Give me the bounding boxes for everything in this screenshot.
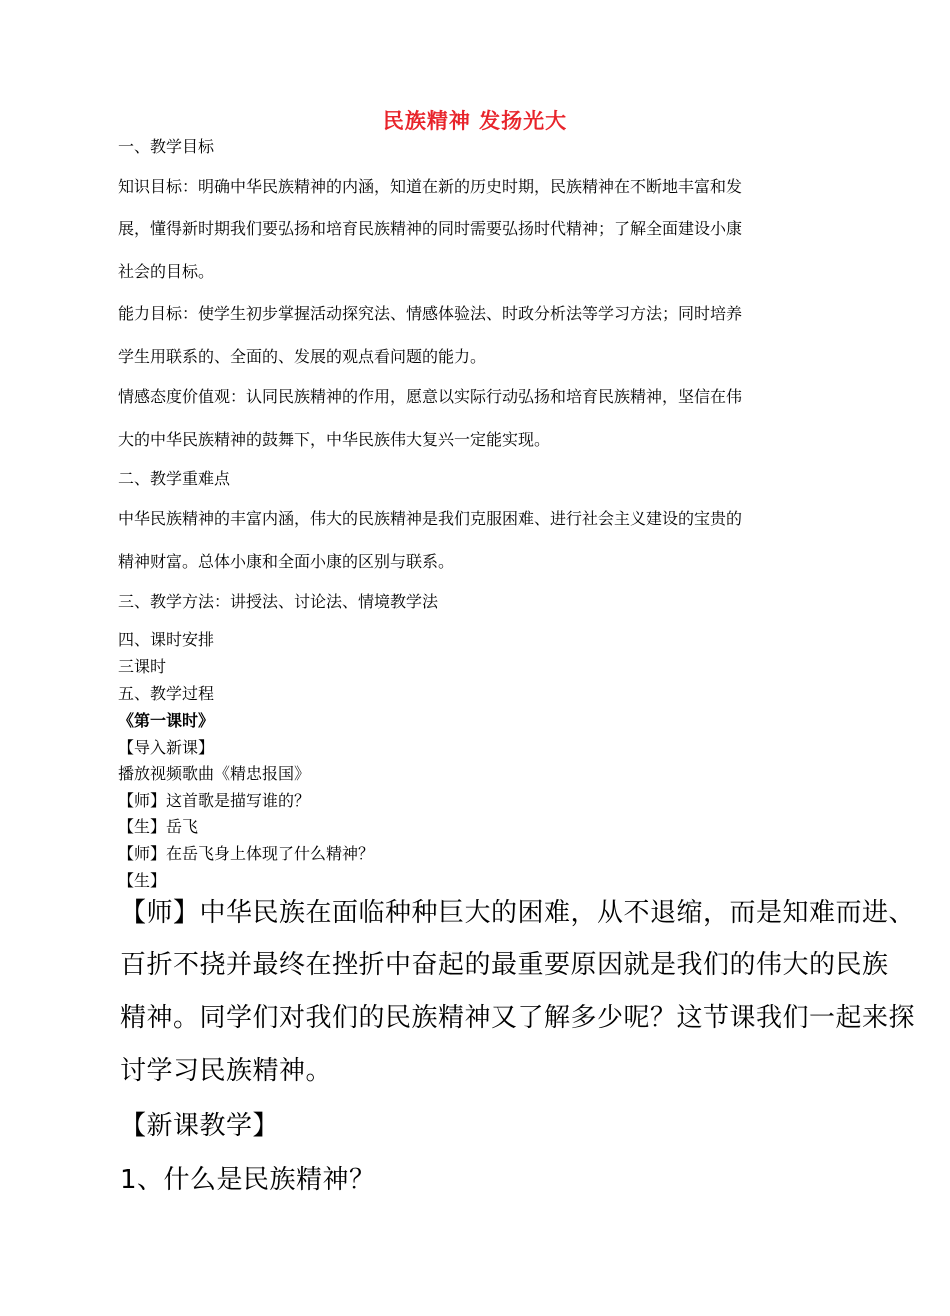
knowledge-objective-line-1: 知识目标：明确中华民族精神的内涵，知道在新的历史时期，民族精神在不断地丰富和发 — [118, 177, 743, 196]
document-title: 民族精神 发扬光大 — [382, 109, 568, 133]
question-1: 1、什么是民族精神？ — [120, 1165, 376, 1195]
knowledge-objective-line-3: 社会的目标。 — [118, 262, 215, 281]
teacher-paragraph-line-1: 【师】中华民族在面临种种巨大的困难，从不退缩，而是知难而进、 — [120, 898, 916, 928]
knowledge-objective-line-2: 展，懂得新时期我们要弘扬和培育民族精神的同时需要弘扬时代精神；了解全面建设小康 — [118, 219, 743, 238]
teacher-paragraph-line-4: 讨学习民族精神。 — [120, 1056, 333, 1086]
new-lesson-heading: 【新课教学】 — [120, 1111, 280, 1141]
intro-heading: 【导入新课】 — [118, 738, 215, 757]
dialogue-line: 【生】 — [118, 871, 167, 890]
key-points-line-1: 中华民族精神的丰富内涵，伟大的民族精神是我们克服困难、进行社会主义建设的宝贵的 — [118, 509, 743, 528]
teacher-paragraph-line-3: 精神。同学们对我们的民族精神又了解多少呢？这节课我们一起来探 — [120, 1003, 916, 1033]
ability-objective-line-2: 学生用联系的、全面的、发展的观点看问题的能力。 — [118, 347, 487, 366]
intro-text: 播放视频歌曲《精忠报国》 — [118, 764, 311, 783]
section-heading-key-points: 二、教学重难点 — [118, 469, 231, 488]
section-heading-schedule: 四、课时安排 — [118, 630, 215, 649]
dialogue-line: 【生】岳飞 — [118, 817, 199, 836]
dialogue-line: 【师】在岳飞身上体现了什么精神？ — [118, 844, 375, 863]
section-methods: 三、教学方法：讲授法、讨论法、情境教学法 — [118, 592, 439, 611]
key-points-line-2: 精神财富。总体小康和全面小康的区别与联系。 — [118, 552, 455, 571]
teacher-paragraph-line-2: 百折不挠并最终在挫折中奋起的最重要原因就是我们的伟大的民族 — [120, 950, 889, 980]
ability-objective-line-1: 能力目标：使学生初步掌握活动探究法、情感体验法、时政分析法等学习方法；同时培养 — [118, 304, 743, 323]
section-heading-objectives: 一、教学目标 — [118, 137, 215, 156]
emotion-objective-line-2: 大的中华民族精神的鼓舞下，中华民族伟大复兴一定能实现。 — [118, 430, 551, 449]
dialogue-line: 【师】这首歌是描写谁的？ — [118, 791, 311, 810]
lesson-label: 《第一课时》 — [118, 711, 215, 730]
emotion-objective-line-1: 情感态度价值观：认同民族精神的作用，愿意以实际行动弘扬和培育民族精神，坚信在伟 — [118, 387, 743, 406]
section-heading-process: 五、教学过程 — [118, 684, 215, 703]
schedule-value: 三课时 — [118, 657, 167, 676]
